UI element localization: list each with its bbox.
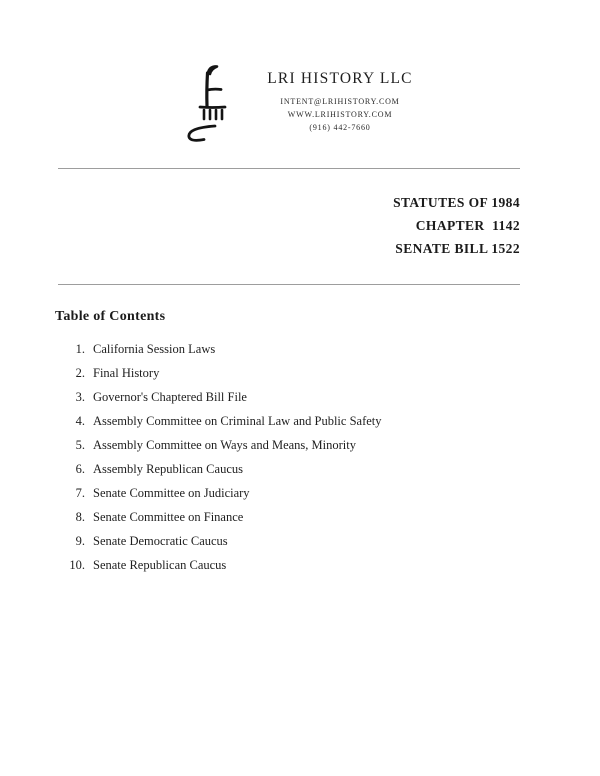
toc-title: Table of Contents (55, 309, 166, 324)
toc-item-label: Senate Republican Caucus (93, 558, 227, 572)
toc-item (55, 343, 600, 357)
toc-item-number: 2. (75, 366, 85, 380)
toc-item-label: Senate Committee on Finance (93, 510, 244, 524)
toc-item-label: Final History (93, 366, 160, 380)
company-name: LRI HISTORY LLC (267, 70, 413, 87)
toc-item-label: Governor's Chaptered Bill File (93, 390, 247, 404)
toc-item-label: Senate Democratic Caucus (93, 534, 228, 548)
toc-item (55, 439, 600, 453)
toc-item (55, 511, 600, 525)
letterhead (0, 60, 590, 144)
toc-item (55, 391, 600, 405)
toc-item-number: 1. (75, 342, 85, 356)
toc-item-label: Assembly Committee on Ways and Means, Minority (93, 438, 356, 452)
toc-item-number: 4. (75, 414, 85, 428)
toc-item (55, 463, 600, 477)
toc-item (55, 367, 600, 381)
company-logo-icon (177, 60, 241, 144)
toc-item-number: 10. (69, 558, 85, 572)
toc-item-number: 8. (75, 510, 85, 524)
toc-item-number: 6. (75, 462, 85, 476)
toc-item-label: Assembly Committee on Criminal Law and Public Safety (93, 414, 382, 428)
toc-item-number: 5. (75, 438, 85, 452)
toc-item (55, 415, 600, 429)
chapter-line: CHAPTER 1142 (415, 218, 520, 233)
toc-item-label: Assembly Republican Caucus (93, 462, 243, 476)
toc-item (55, 535, 600, 549)
letterhead-text (267, 70, 412, 134)
divider-top (58, 168, 520, 169)
toc-list (55, 343, 600, 573)
senate-bill-line: SENATE BILL 1522 (395, 241, 520, 256)
company-website: WWW.LRIHISTORY.COM (287, 110, 393, 119)
toc-item-number: 7. (75, 486, 85, 500)
company-phone: (916) 442-7660 (309, 123, 371, 132)
toc-item-label: California Session Laws (93, 342, 216, 356)
divider-bottom (58, 284, 520, 285)
toc-item-label: Senate Committee on Judiciary (93, 486, 250, 500)
toc-item (55, 487, 600, 501)
company-email: INTENT@LRIHISTORY.COM (280, 97, 400, 106)
toc-item-number: 9. (75, 534, 85, 548)
statutes-line: STATUTES OF 1984 (393, 195, 520, 210)
toc-item (55, 559, 600, 573)
document-identification (0, 191, 600, 260)
toc-item-number: 3. (75, 390, 85, 404)
